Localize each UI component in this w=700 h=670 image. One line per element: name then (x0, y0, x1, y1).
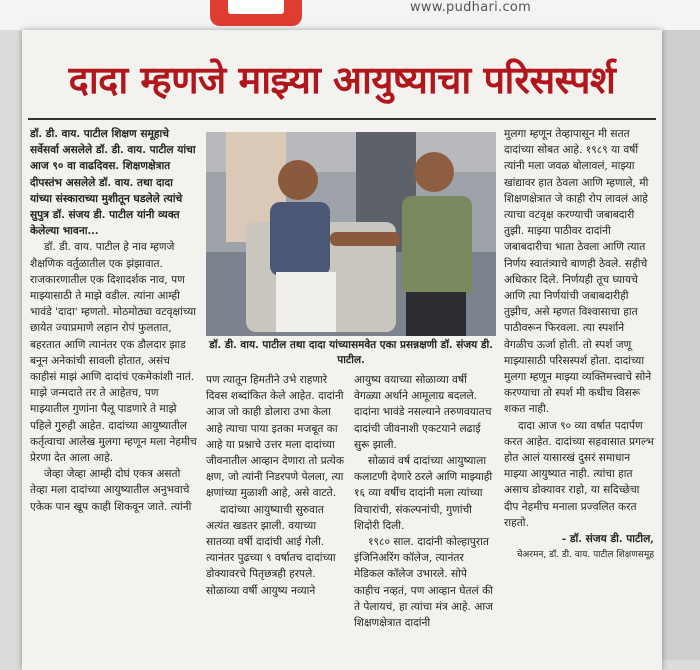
author-designation: चेअरमन, डॉ. डी. वाय. पाटील शिक्षणसमूह (516, 550, 654, 561)
article-column-2 (206, 372, 346, 670)
article-photo (206, 132, 496, 336)
article-column-4 (504, 126, 654, 670)
background-shade (662, 30, 700, 660)
article-paragraph: आयुष्य वयाच्या सोळाव्या वर्षी वेगळ्या अर्थाने आमूलाग्र बदलले. दादांना भावंडे नसल्याने तरुणवयातच दादांची जीवनाशी एकटयाने लढाई सुरू झाली. (354, 374, 492, 451)
article-paragraph: मुलगा म्हणून तेव्हापासून मी सतत दादांच्या सोबत आहे. १९८९ या वर्षी त्यांनी मला जवळ बोलावलं, माझ्या खांद्यावर हात ठेवला आणि म्हणाले, मी शिक्षणक्षेत्रात जे काही रोप लावलं आहे त्याचा वटवृक्ष करण्याची जबाबदारी तुझी. माझ्या पाठीवर दादांनी जबाबदारीचा भाता ठेवला आणि त्यात निर्णय स्वातंत्र्याचे बाणही ठेवले. सहीचे अधिकार दिले. निर्णयही तूच घ्यायचे आणि त्या निर्णयांची जबाबदारीही तुझीच, असे म्हणत विश्वासाचा हात पाठीवरून फिरवला. त्या स्पर्शाने वेगळीच ऊर्जा होती. तो स्पर्श जणू माझ्यासाठी परिसस्पर्श होता. दादांच्या मुलगा म्हणून माझ्या व्यक्तिमत्त्वाचे सोने करण्याचा तो स्पर्श मी कधीच विसरू शकत नाही. (504, 128, 652, 416)
article-column-1 (30, 126, 198, 670)
article-headline: दादा म्हणजे माझ्या आयुष्याचा परिसस्पर्श (68, 57, 616, 102)
article-paragraph: दादा आज ९० व्या वर्षात पदार्पण करत आहेत. दादांच्या सहवासात प्रगल्भ होत आलं यासारखं दुसरं समाधान माझ्या आयुष्यात नाही. त्यांचा हात असाच डोक्यावर राहो, या सदिच्छेचा दीप नेहमीच मनाला प्रज्वलित करत राहतो. (504, 419, 654, 529)
article-paragraph: जेव्हा जेव्हा आम्ही दोघं एकत्र असतो तेव्हा मला दादांच्या आयुष्यातील अनुभवाचे एकेक पान खूप काही शिकवून जाते. त्यांनी (30, 468, 192, 513)
photo-illustration (206, 132, 496, 336)
article-paragraph: डॉ. डी. वाय. पाटील हे नाव म्हणजे शैक्षणिक वर्तुळातील एक झंझावात. राजकारणातील एक दिशादर्शक नाव, पण माझ्यासाठी ते माझे वडील. त्यांना आम्ही भावंडे 'दादा' म्हणतो. मोठमोठ्या वटवृक्षांच्या छायेत ज्याप्रमाणे लहान रोपं फुलतात, बहरतात आणि त्यानंतर एक डौलदार झाड बनून अनेकांची सावली होतात, असंच काहीसं माझं आणि दादांचं एकमेकांशी नातं. माझे जन्मदाते तर ते आहेतच, पण माझ्यातील गुणांना पैलू पाडणारे ते माझे पहिले गुरुही आहेत. दादांच्या आयुष्यातील कर्तृत्वाचा आलेख मुलगा म्हणून मला नेहमीच प्रेरणा देत आला आहे. (30, 241, 197, 465)
photo-caption: डॉ. डी. वाय. पाटील तथा दादा यांच्यासमवेत एका प्रसन्नक्षणी डॉ. संजय डी. पाटील. (209, 339, 493, 366)
headline-rule (28, 118, 656, 120)
article-column-3 (354, 372, 496, 670)
newspaper-clipping (22, 30, 662, 670)
article-paragraph: पण त्यातून हिमतीने उभे राहणारे दिवस शब्दांकित केले आहेत. दादांनी आज जो काही डोलारा उभा केला आहे त्याचा पाया इतका मजबूत का आहे या प्रश्नाचे उत्तर मला दादांच्या जीवनातील आव्हान देणारा तो प्रत्येक क्षण, जो त्यांनी निडरपणे पेलला, त्या क्षणांच्या मुळाशी आहे, असे वाटते. (206, 374, 344, 500)
article-paragraph: १९८० साल. दादांनी कोल्हापुरात इंजिनिअरिंग कॉलेज, त्यानंतर मेडिकल कॉलेज उभारले. सोपे काहीच नव्हतं, पण आव्हान घेतलं की ते पेलायचं, हा त्यांचा मंत्र आहे. आज शिक्षणक्षेत्रात दादांनी (354, 536, 493, 630)
pudhari-logo (210, 0, 302, 26)
site-url: www.pudhari.com (410, 0, 532, 15)
logo-mark (228, 0, 284, 14)
author-signature: - डॉ. संजय डी. पाटील, (561, 533, 654, 546)
article-paragraph: सोळावं वर्ष दादांच्या आयुष्याला कलाटणी देणारे ठरले आणि माझ्याही १६ व्या वर्षीच दादांनी मला त्यांच्या विचारांची, संकल्पनांची, गुणांची शिदोरी दिली. (354, 455, 493, 532)
article-paragraph: दादांच्या आयुष्याची सुरुवात अत्यंत खडतर झाली. वयाच्या सातव्या वर्षी दादांची आई गेली. त्यानंतर पुढच्या ९ वर्षातच दादांच्या डोक्यावरचे पितृछत्रही हरपले. सोळाव्या वर्षी आयुष्य नव्याने (206, 503, 336, 597)
top-bar (0, 0, 700, 30)
article-intro: डॉ. डी. वाय. पाटील शिक्षण समूहाचे सर्वेसर्वा असलेले डॉ. डी. वाय. पाटील यांचा आज ९० वा वाढदिवस. शिक्षणक्षेत्रात दीपस्तंभ असलेले डॉ. वाय. तथा दादा यांच्या संस्काराच्या मुशीतून घडलेले त्यांचे सुपुत्र डॉ. संजय डी. पाटील यांनी व्यक्त केलेल्या भावना... (30, 128, 196, 238)
